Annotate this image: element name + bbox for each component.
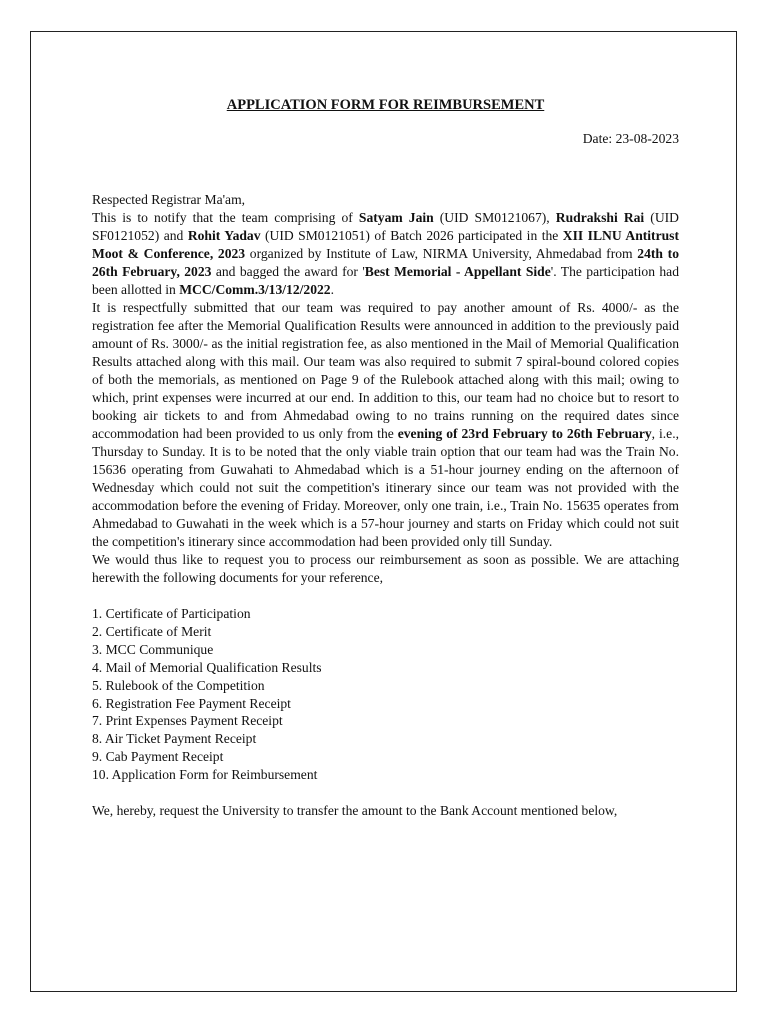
document-body [92, 96, 679, 820]
text-run: (UID SM0121051) of Batch 2026 participated in the [260, 228, 563, 243]
list-item: 5. Rulebook of the Competition [92, 677, 265, 693]
paragraph-closing: We, hereby, request the University to transfer the amount to the Bank Account mentioned below, [92, 803, 618, 819]
list-item: 8. Air Ticket Payment Receipt [92, 731, 257, 747]
paragraph-notification [92, 209, 679, 299]
documents-list [92, 605, 679, 784]
event-dates: 24th to 26th February, 2023 [92, 246, 679, 279]
list-item: 2. Certificate of Merit [92, 623, 212, 639]
paragraph-request: We would thus like to request you to process our reimbursement as soon as possible. We are attaching herewith the following documents for your reference, [92, 552, 679, 585]
member-name-3: Rohit Yadav [187, 228, 261, 243]
list-item: 7. Print Expenses Payment Receipt [92, 713, 283, 729]
document-page [30, 31, 737, 992]
text-run: organized by Institute of Law, NIRMA University, Ahmedabad from [245, 246, 638, 261]
salutation: Respected Registrar Ma'am, [92, 192, 246, 207]
text-run: , i.e., Thursday to Sunday. It is to be noted that the only viable train option that our team had was the Train No. 15636 operating from Guwahati to Ahmedabad which is a 51-hour journey ending on the afternoon of Wednesday which could not suit the competition's itinerary since our team was not provided with the accommodation before the evening of Friday. Moreover, only one train, i.e., Train No. 15635 operates from Ahmedabad to Guwahati in the week which is a 57-hour journey and starts on Friday which could not suit the competition's itinerary since accommodation had been provided only till Sunday. [92, 426, 679, 549]
text-run: (UID SM0121067), [433, 210, 556, 225]
text-run: '. The participation had been allotted in [92, 264, 680, 297]
document-date: Date: 23-08-2023 [582, 131, 679, 146]
award-name: Best Memorial - Appellant Side [364, 264, 551, 279]
event-name: XII ILNU Antitrust Moot & Conference, 2023 [92, 228, 679, 261]
list-item: 10. Application Form for Reimbursement [92, 767, 318, 783]
member-name-2: Rudrakshi Rai [555, 210, 645, 225]
allotment-code: MCC/Comm.3/13/12/2022 [179, 282, 331, 297]
text-run: and bagged the award for ' [211, 264, 365, 279]
list-item: 1. Certificate of Participation [92, 606, 251, 621]
list-item: 9. Cab Payment Receipt [92, 749, 224, 765]
text-run: This is to notify that the team comprising of [92, 210, 359, 225]
member-name-1: Satyam Jain [358, 210, 434, 225]
text-run: (UID SF0121052) and [92, 210, 679, 243]
page-title: APPLICATION FORM FOR REIMBURSEMENT [226, 97, 545, 113]
list-item: 4. Mail of Memorial Qualification Results [92, 659, 322, 675]
accommodation-dates: evening of 23rd February to 26th February [397, 426, 652, 441]
list-item: 6. Registration Fee Payment Receipt [92, 695, 291, 711]
text-run: It is respectfully submitted that our team was required to pay another amount of Rs. 4000/- as the registration fee after the Memorial Qualification Results were announced in addition to the previously paid amount of Rs. 3000/- as the initial registration fee, as also mentioned in the Mail of Memorial Qualification Results attached along with this mail. Our team was also required to submit 7 spiral-bound colored copies of both the memorials, as mentioned on Page 9 of the Rulebook attached along with this mail; owing to which, print expenses were incurred at our end. In addition to this, our team had no choice but to resort to booking air tickets to and from Ahmedabad owing to no trains running on the required dates since accommodation had been provided to us only from the [92, 300, 679, 441]
text-run: . [330, 282, 335, 297]
paragraph-expenses [92, 299, 679, 551]
list-item: 3. MCC Communique [92, 641, 214, 657]
